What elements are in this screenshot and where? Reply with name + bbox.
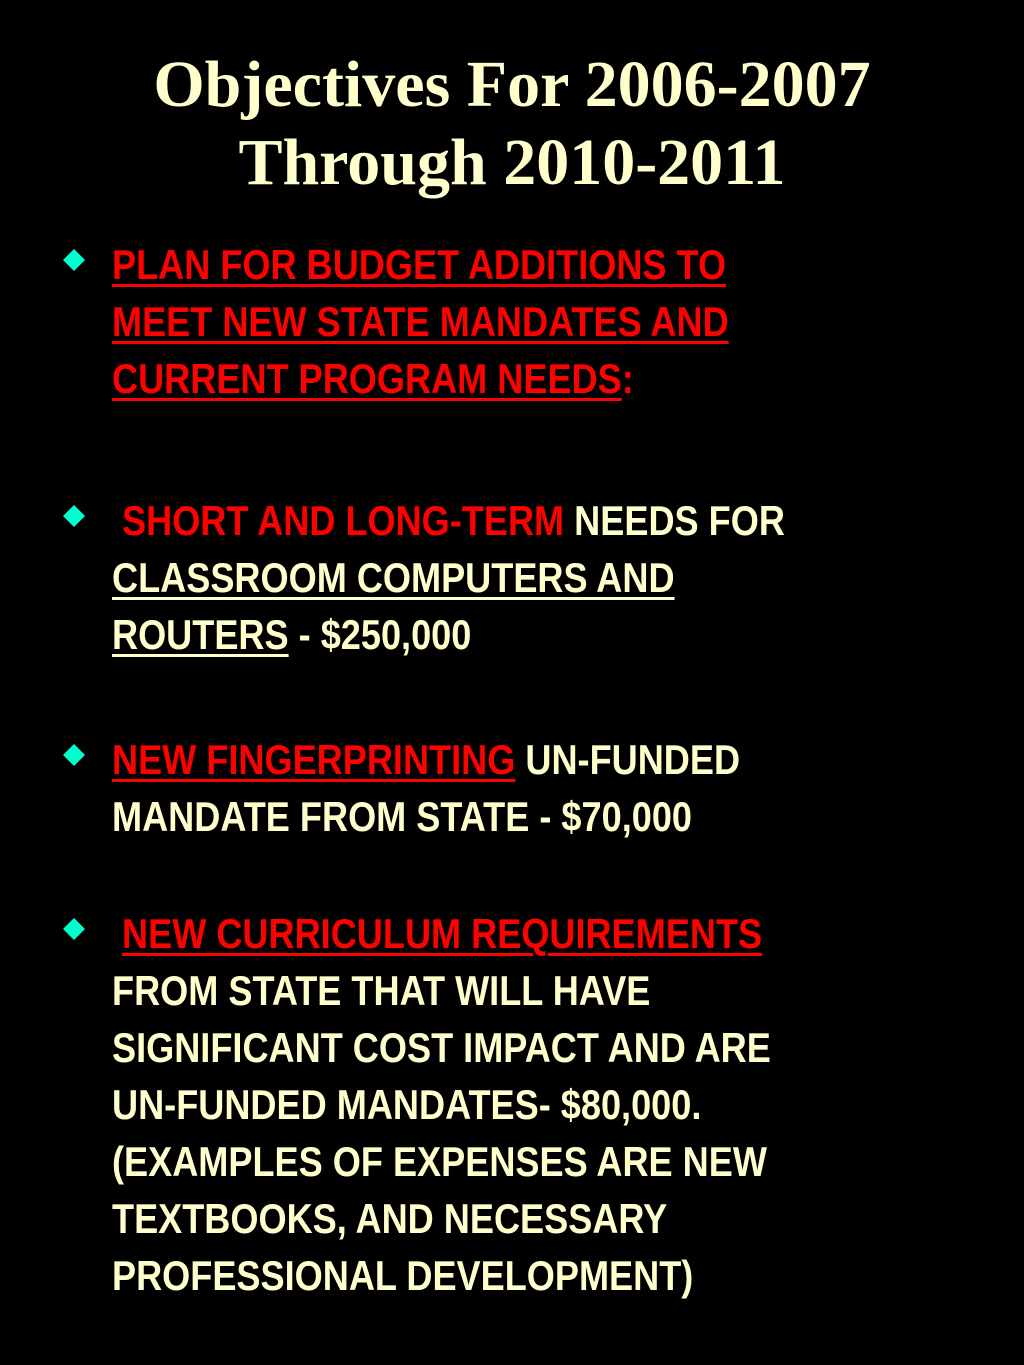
bullet-text: [112, 236, 852, 407]
title-line-2: Through 2010-2011: [238, 126, 786, 199]
diamond-icon: [62, 248, 86, 272]
bullet-line: [112, 905, 852, 962]
bullet-line: MEET NEW STATE MANDATES AND: [112, 298, 729, 345]
bullet-line: UN-FUNDED MANDATES- $80,000.: [112, 1081, 702, 1128]
bullet-line: [112, 731, 852, 788]
bullet-line-part: ROUTERS: [112, 611, 289, 658]
bullet-text: [112, 492, 852, 663]
bullet-line: TEXTBOOKS, AND NECESSARY: [112, 1195, 668, 1242]
red-phrase: NEW FINGERPRINTING: [112, 736, 516, 783]
title-line-1: Objectives For 2006-2007: [153, 48, 871, 121]
bullet-line: FROM STATE THAT WILL HAVE: [112, 967, 651, 1014]
bullet-line-colon: :: [621, 355, 634, 402]
diamond-icon: [62, 504, 86, 528]
bullet-line: PROFESSIONAL DEVELOPMENT): [112, 1252, 694, 1299]
red-phrase: NEW CURRICULUM REQUIREMENTS: [122, 910, 763, 957]
bullet-line-part: UN-FUNDED: [515, 736, 741, 783]
bullet-text: [112, 731, 852, 845]
bullet-line: (EXAMPLES OF EXPENSES ARE NEW: [112, 1138, 767, 1185]
bullet-line-part: NEEDS FOR: [564, 497, 785, 544]
bullet-line: [112, 606, 852, 663]
bullet-line: CLASSROOM COMPUTERS AND: [112, 554, 675, 601]
bullet-text: [112, 905, 852, 1304]
bullet-line: PLAN FOR BUDGET ADDITIONS TO: [112, 241, 727, 288]
bullet-line: [112, 350, 852, 407]
bullet-line: MANDATE FROM STATE - $70,000: [112, 793, 693, 840]
bullet-line-part: CURRENT PROGRAM NEEDS: [112, 355, 622, 402]
red-phrase: SHORT AND LONG-TERM: [122, 497, 565, 544]
diamond-icon: [62, 917, 86, 941]
diamond-icon: [62, 743, 86, 767]
bullet-line: SIGNIFICANT COST IMPACT AND ARE: [112, 1024, 771, 1071]
bullet-line: [112, 492, 852, 549]
amount: - $250,000: [288, 611, 472, 658]
